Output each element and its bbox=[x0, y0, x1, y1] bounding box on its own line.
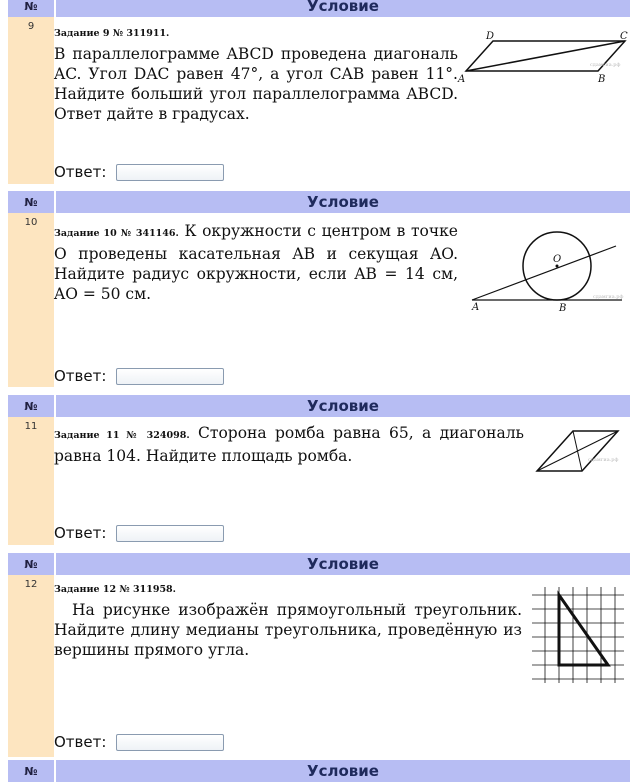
answer-input[interactable] bbox=[116, 734, 224, 751]
answer-label: Ответ: bbox=[54, 524, 107, 542]
number-column-header: № bbox=[8, 0, 54, 17]
grid-triangle-figure bbox=[530, 585, 630, 685]
rhombus-diagonal-2 bbox=[537, 431, 618, 471]
task-number: 11 bbox=[24, 421, 38, 432]
watermark: сдамгиа.рф bbox=[590, 62, 621, 68]
task-row-11 bbox=[8, 417, 630, 545]
answer-row bbox=[54, 733, 224, 751]
condition-column-header: Условие bbox=[56, 395, 630, 417]
task-label: Задание 11 № 324098. bbox=[54, 430, 190, 441]
task-number-cell bbox=[8, 575, 54, 757]
condition-column-header: Условие bbox=[56, 760, 630, 782]
number-column-header: № bbox=[8, 760, 54, 782]
answer-input[interactable] bbox=[116, 525, 224, 542]
answer-input[interactable] bbox=[116, 164, 224, 181]
table-header bbox=[8, 553, 630, 575]
watermark: сдамгиа.рф bbox=[588, 457, 619, 463]
table-header bbox=[8, 0, 630, 17]
number-column-header: № bbox=[8, 395, 54, 417]
task-number-cell bbox=[8, 417, 54, 545]
circle-tangent-figure bbox=[462, 228, 632, 318]
task-text bbox=[54, 221, 458, 304]
task-number: 10 bbox=[24, 217, 38, 228]
number-column-header: № bbox=[8, 191, 54, 213]
task-statement: Сторона ромба равна 65, а диагональ равна 104. Найдите площадь ромба. bbox=[54, 424, 524, 465]
task-text bbox=[54, 21, 458, 124]
task-row-12 bbox=[8, 575, 630, 757]
rhombus-figure bbox=[530, 427, 630, 477]
answer-label: Ответ: bbox=[54, 733, 107, 751]
task-statement: В параллелограмме ABCD проведена диагональ AC. Угол DAC равен 47°, а угол CAB равен 11°. Найдите больший угол параллелограмма ABCD. Ответ дайте в градусах. bbox=[54, 45, 458, 123]
task-number: 9 bbox=[27, 21, 35, 32]
label-b: B bbox=[559, 303, 567, 314]
parallelogram-figure bbox=[458, 31, 638, 91]
table-header bbox=[8, 395, 630, 417]
number-column-header: № bbox=[8, 553, 54, 575]
table-header bbox=[8, 191, 630, 213]
vertex-label-c: C bbox=[620, 31, 628, 42]
grid-lines bbox=[532, 587, 624, 683]
condition-column-header: Условие bbox=[56, 191, 630, 213]
vertex-label-a: A bbox=[458, 74, 466, 85]
task-label: Задание 9 № 311911. bbox=[54, 28, 170, 39]
task-statement: К окружности с центром в точке O проведены касательная AB и секущая AO. Найдите радиус окружности, если AB = 14 см, AO = 50 см. bbox=[54, 222, 458, 303]
task-row-10 bbox=[8, 213, 630, 387]
task-number-cell bbox=[8, 213, 54, 387]
vertex-label-b: B bbox=[598, 74, 606, 85]
table-header bbox=[8, 760, 630, 782]
task-text bbox=[54, 423, 524, 466]
condition-column-header: Условие bbox=[56, 553, 630, 575]
answer-row bbox=[54, 163, 224, 181]
vertex-label-d: D bbox=[486, 31, 495, 42]
condition-column-header: Условие bbox=[56, 0, 630, 17]
label-o: O bbox=[553, 254, 562, 265]
task-statement: На рисунке изображён прямоугольный треугольник. Найдите длину медианы треугольника, проведённую из вершины прямого угла. bbox=[54, 601, 522, 659]
watermark: сдамгиа.рф bbox=[593, 294, 624, 300]
task-number: 12 bbox=[24, 579, 38, 590]
task-text bbox=[54, 577, 522, 660]
answer-label: Ответ: bbox=[54, 367, 107, 385]
answer-input[interactable] bbox=[116, 368, 224, 385]
answer-label: Ответ: bbox=[54, 163, 107, 181]
task-label: Задание 12 № 311958. bbox=[54, 584, 176, 595]
secant-ao bbox=[472, 246, 616, 300]
answer-row bbox=[54, 524, 224, 542]
label-a: A bbox=[472, 302, 480, 313]
task-number-cell bbox=[8, 17, 54, 184]
task-row-9 bbox=[8, 17, 630, 184]
task-label: Задание 10 № 341146. bbox=[54, 228, 179, 239]
answer-row bbox=[54, 367, 224, 385]
